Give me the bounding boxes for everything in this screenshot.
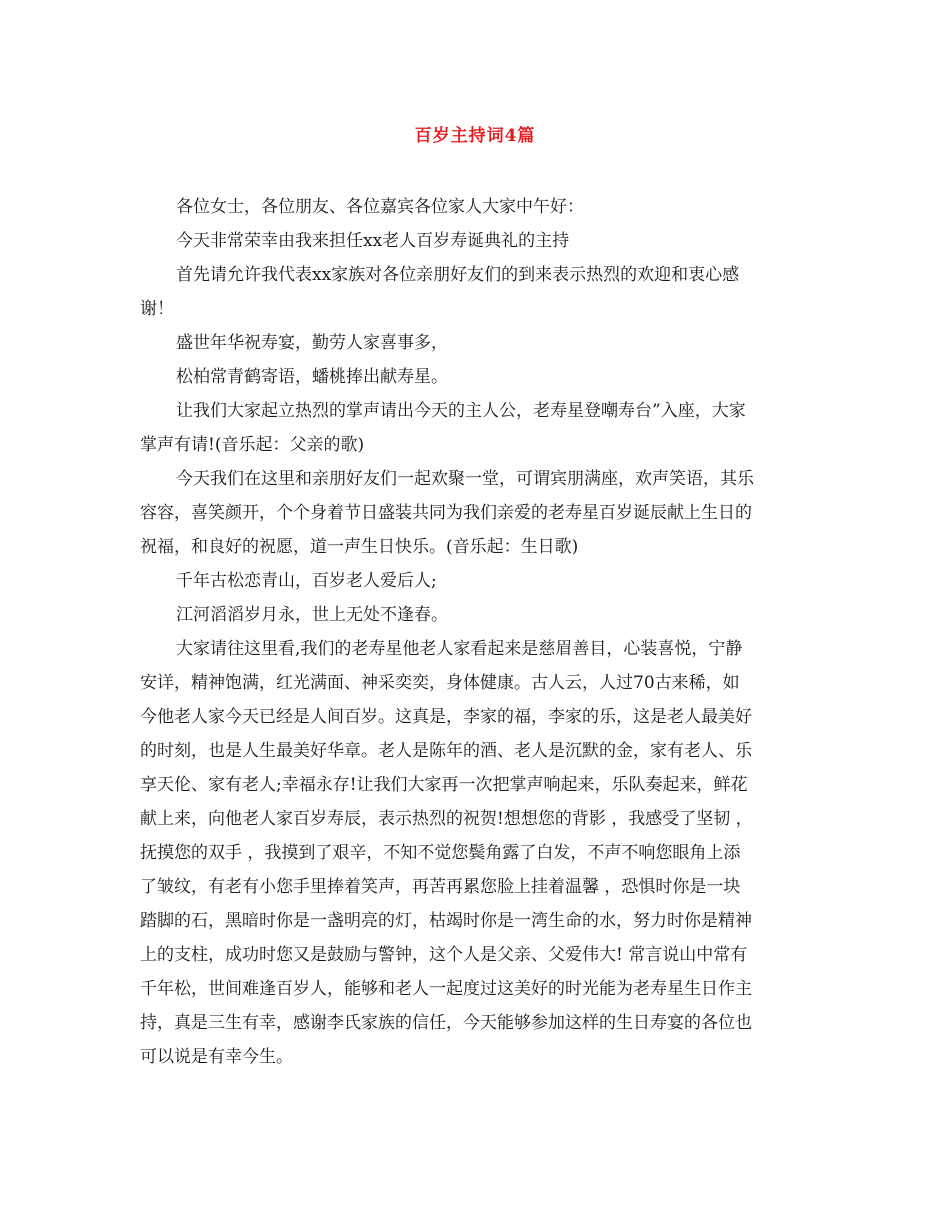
paragraph-line: 上的支柱，成功时您又是鼓励与警钟，这个人是父亲、父爱伟大! 常言说山中常有 bbox=[140, 945, 748, 965]
paragraph-line: 掌声有请!(音乐起：父亲的歌) bbox=[140, 435, 365, 455]
paragraph-line: 大家请往这里看,我们的老寿星他老人家看起来是慈眉善目，心装喜悦，宁静 bbox=[176, 639, 743, 659]
paragraph-line: 抚摸您的双手 ，我摸到了艰辛，不知不觉您鬓角露了白发，不声不响您眼角上添 bbox=[140, 843, 741, 863]
document-title: 百岁主持词4篇 bbox=[414, 126, 536, 146]
document-body bbox=[140, 190, 820, 1074]
paragraph-line: 首先请允许我代表xx家族对各位亲朋好友们的到来表示热烈的欢迎和衷心感 bbox=[176, 265, 740, 285]
paragraph-line: 踏脚的石，黑暗时你是一盏明亮的灯，枯竭时你是一湾生命的水，努力时你是精神 bbox=[140, 911, 752, 931]
paragraph-line: 今他老人家今天已经是人间百岁。这真是，李家的福，李家的乐，这是老人最美好 bbox=[140, 707, 752, 727]
paragraph-line: 了皱纹，有老有小您手里捧着笑声，再苦再累您脸上挂着温馨 ，恐惧时你是一块 bbox=[140, 877, 741, 897]
paragraph-line: 松柏常青鹤寄语，蟠桃捧出献寿星。 bbox=[176, 367, 448, 387]
paragraph-line: 祝福，和良好的祝愿，道一声生日快乐。(音乐起：生日歌) bbox=[140, 537, 579, 557]
paragraph-line: 千年松，世间难逢百岁人，能够和老人一起度过这美好的时光能为老寿星生日作主 bbox=[140, 979, 752, 999]
paragraph-line: 可以说是有幸今生。 bbox=[140, 1047, 293, 1067]
paragraph-line: 江河滔滔岁月永，世上无处不逢春。 bbox=[176, 605, 448, 625]
paragraph-line: 的时刻，也是人生最美好华章。老人是陈年的酒、老人是沉默的金，家有老人、乐 bbox=[140, 741, 752, 761]
paragraph-line: 各位女士，各位朋友、各位嘉宾各位家人大家中午好： bbox=[176, 197, 584, 217]
paragraph-line: 容容，喜笑颜开，个个身着节日盛装共同为我们亲爱的老寿星百岁诞辰献上生日的 bbox=[140, 503, 752, 523]
paragraph-line: 安详，精神饱满，红光满面、神采奕奕，身体健康。古人云，人过70古来稀，如 bbox=[140, 673, 740, 693]
paragraph-line: 今天非常荣幸由我来担任xx老人百岁寿诞典礼的主持 bbox=[176, 231, 570, 251]
paragraph-line: 享天伦、家有老人;幸福永存!让我们大家再一次把掌声响起来，乐队奏起来，鲜花 bbox=[140, 775, 748, 795]
paragraph-line: 谢！ bbox=[140, 299, 174, 319]
paragraph-line: 千年古松恋青山，百岁老人爱后人; bbox=[176, 571, 437, 591]
paragraph-line: 今天我们在这里和亲朋好友们一起欢聚一堂，可谓宾朋满座，欢声笑语，其乐 bbox=[176, 469, 754, 489]
paragraph-line: 盛世年华祝寿宴，勤劳人家喜事多， bbox=[176, 333, 448, 353]
paragraph-line: 献上来，向他老人家百岁寿辰，表示热烈的祝贺!想想您的背影 ，我感受了坚韧 ， bbox=[140, 809, 753, 829]
paragraph-line: 让我们大家起立热烈的掌声请出今天的主人公，老寿星登嘲寿台”入座，大家 bbox=[176, 401, 746, 421]
paragraph-line: 持，真是三生有幸，感谢李氏家族的信任，今天能够参加这样的生日寿宴的各位也 bbox=[140, 1013, 752, 1033]
